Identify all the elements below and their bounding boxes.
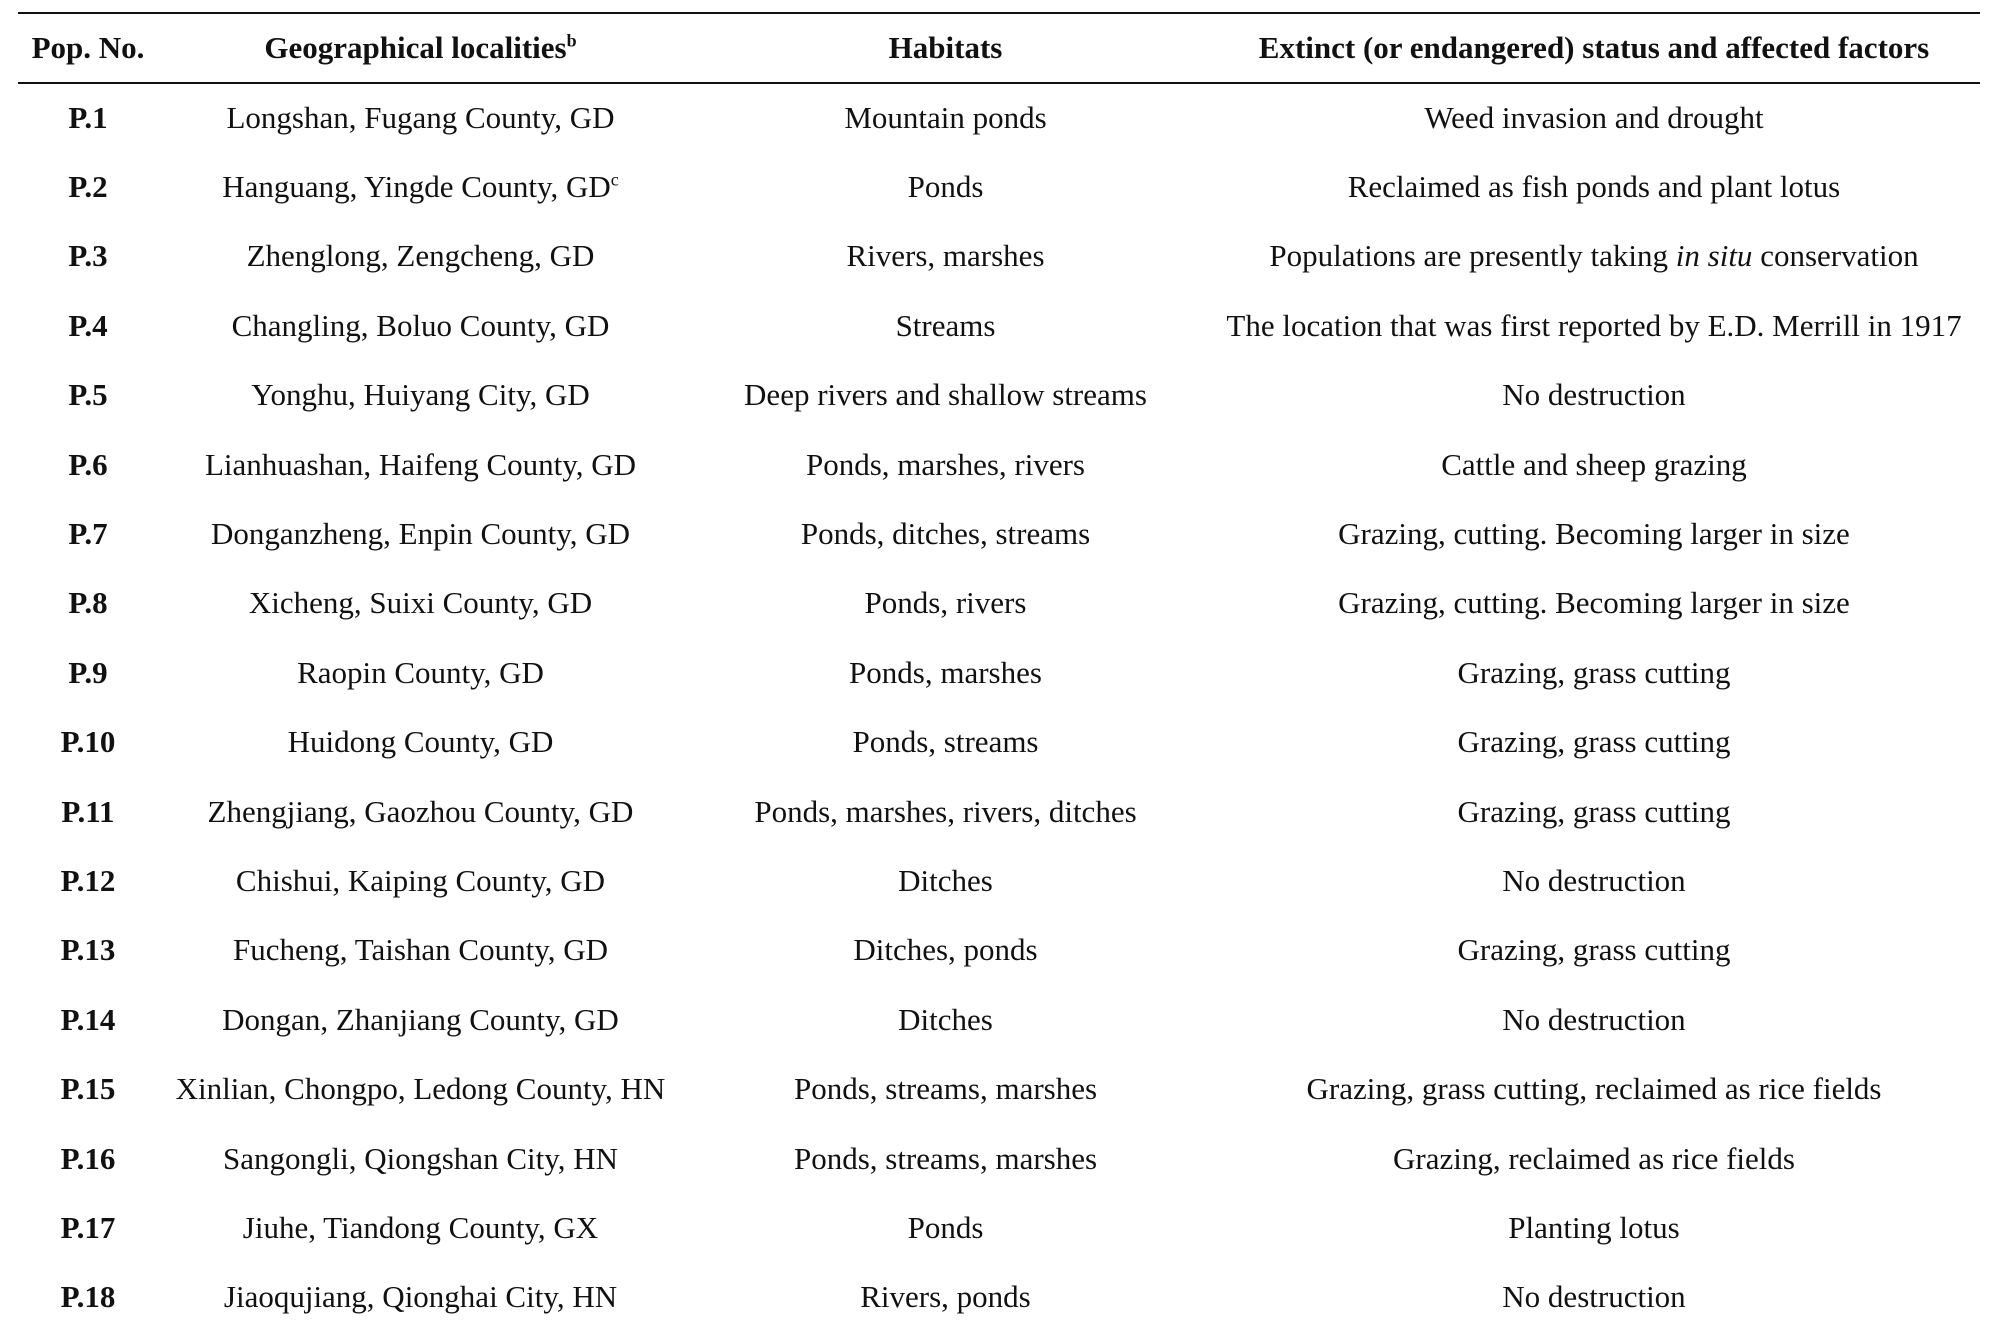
locality-footnote: c xyxy=(610,169,619,190)
locality-text: Zhengjiang, Gaozhou County, GD xyxy=(207,793,634,829)
locality-text: Zhenglong, Zengcheng, GD xyxy=(246,238,595,274)
cell-status: Planting lotus xyxy=(1508,1209,1680,1245)
cell-status: Cattle and sheep grazing xyxy=(1441,446,1747,482)
cell-locality xyxy=(158,430,683,499)
locality-text: Longshan, Fugang County, GD xyxy=(226,100,615,136)
table-row xyxy=(18,222,1980,291)
table-row xyxy=(18,708,1980,777)
table-row xyxy=(18,430,1980,499)
cell-status: Reclaimed as fish ponds and plant lotus xyxy=(1347,169,1841,205)
locality-text: Xicheng, Suixi County, GD xyxy=(248,585,593,621)
table-row xyxy=(18,1124,1980,1193)
locality-text: Donganzheng, Enpin County, GD xyxy=(210,516,630,552)
cell-status: Grazing, reclaimed as rice fields xyxy=(1393,1140,1795,1176)
status-text-before: Populations are presently taking xyxy=(1269,238,1676,274)
cell-locality xyxy=(158,1124,683,1193)
table-row xyxy=(18,152,1980,221)
cell-status: No destruction xyxy=(1502,1279,1686,1315)
cell-pop-no: P.18 xyxy=(60,1279,116,1315)
locality-text: Chishui, Kaiping County, GD xyxy=(235,862,606,898)
cell-locality xyxy=(158,777,683,846)
table-row xyxy=(18,361,1980,430)
cell-pop-no: P.17 xyxy=(60,1209,116,1245)
cell-locality xyxy=(158,708,683,777)
cell-status: No destruction xyxy=(1502,377,1686,413)
locality-text: Raopin County, GD xyxy=(297,654,544,690)
table-row xyxy=(18,1054,1980,1123)
header-localities-label: Geographical localities xyxy=(264,30,567,65)
cell-locality xyxy=(158,291,683,360)
cell-habitat: Deep rivers and shallow streams xyxy=(744,377,1147,413)
cell-pop-no: P.15 xyxy=(60,1071,116,1107)
cell-locality xyxy=(158,916,683,985)
cell-pop-no: P.5 xyxy=(68,377,108,413)
cell-habitat: Streams xyxy=(895,307,996,343)
cell-habitat: Ponds, streams, marshes xyxy=(793,1071,1098,1107)
cell-habitat: Mountain ponds xyxy=(844,100,1047,136)
cell-pop-no: P.6 xyxy=(68,446,108,482)
population-table-container xyxy=(18,12,1980,1332)
locality-text: Sangongli, Qiongshan City, HN xyxy=(223,1140,618,1176)
cell-locality xyxy=(158,83,683,152)
cell-pop-no: P.16 xyxy=(60,1140,116,1176)
cell-pop-no: P.11 xyxy=(61,793,115,829)
table-header xyxy=(18,13,1980,83)
cell-status: Grazing, grass cutting, reclaimed as rice fields xyxy=(1306,1071,1882,1107)
cell-pop-no: P.14 xyxy=(60,1001,116,1037)
cell-locality xyxy=(158,1263,683,1332)
locality-text: Hanguang, Yingde County, GD xyxy=(222,169,611,205)
table-row xyxy=(18,569,1980,638)
population-table xyxy=(18,12,1980,1332)
cell-habitat: Ponds, streams, marshes xyxy=(793,1140,1098,1176)
cell-locality xyxy=(158,152,683,221)
cell-habitat: Ponds xyxy=(907,169,984,205)
table-row xyxy=(18,291,1980,360)
cell-locality xyxy=(158,222,683,291)
cell-habitat: Ponds, marshes, rivers xyxy=(806,446,1085,482)
cell-status: Grazing, grass cutting xyxy=(1457,932,1731,968)
cell-pop-no: P.9 xyxy=(68,654,108,690)
table-row xyxy=(18,916,1980,985)
cell-habitat: Rivers, marshes xyxy=(846,238,1045,274)
header-localities xyxy=(158,13,683,83)
cell-habitat: Ponds, streams xyxy=(852,724,1039,760)
table-row xyxy=(18,83,1980,152)
cell-status: Grazing, grass cutting xyxy=(1457,793,1731,829)
table-row xyxy=(18,846,1980,915)
table-row xyxy=(18,777,1980,846)
cell-habitat: Ditches, ponds xyxy=(853,932,1038,968)
cell-status: Grazing, grass cutting xyxy=(1457,724,1731,760)
cell-pop-no: P.12 xyxy=(60,862,116,898)
locality-text: Fucheng, Taishan County, GD xyxy=(233,932,608,968)
cell-pop-no: P.10 xyxy=(60,724,116,760)
cell-pop-no: P.2 xyxy=(68,169,108,205)
cell-status: Weed invasion and drought xyxy=(1424,100,1764,136)
header-row xyxy=(18,13,1980,83)
table-row xyxy=(18,499,1980,568)
cell-locality xyxy=(158,846,683,915)
cell-habitat: Rivers, ponds xyxy=(860,1279,1031,1315)
table-row xyxy=(18,1263,1980,1332)
header-pop-no: Pop. No. xyxy=(18,13,158,83)
header-status: Extinct (or endangered) status and affected factors xyxy=(1208,13,1980,83)
cell-locality xyxy=(158,499,683,568)
cell-habitat: Ponds, marshes, rivers, ditches xyxy=(754,793,1137,829)
locality-text: Changling, Boluo County, GD xyxy=(231,307,610,343)
cell-locality xyxy=(158,1193,683,1262)
header-habitats: Habitats xyxy=(683,13,1208,83)
cell-locality xyxy=(158,569,683,638)
cell-status xyxy=(1208,222,1980,291)
locality-text: Yonghu, Huiyang City, GD xyxy=(251,377,590,413)
table-body xyxy=(18,83,1980,1332)
cell-locality xyxy=(158,638,683,707)
cell-pop-no: P.4 xyxy=(68,307,108,343)
cell-status: Grazing, cutting. Becoming larger in size xyxy=(1338,516,1850,552)
cell-habitat: Ponds, ditches, streams xyxy=(800,516,1091,552)
header-localities-footnote: b xyxy=(566,30,577,51)
cell-habitat: Ponds xyxy=(907,1209,984,1245)
cell-locality xyxy=(158,361,683,430)
cell-pop-no: P.3 xyxy=(68,238,108,274)
cell-habitat: Ditches xyxy=(898,862,993,898)
cell-pop-no: P.7 xyxy=(68,516,108,552)
cell-habitat: Ditches xyxy=(898,1001,993,1037)
cell-habitat: Ponds, marshes xyxy=(849,654,1042,690)
cell-status: The location that was first reported by E.D. Merrill in 1917 xyxy=(1226,307,1962,343)
table-row xyxy=(18,985,1980,1054)
cell-status: No destruction xyxy=(1502,1001,1686,1037)
locality-text: Jiuhe, Tiandong County, GX xyxy=(242,1209,599,1245)
cell-pop-no: P.13 xyxy=(60,932,116,968)
table-row xyxy=(18,638,1980,707)
cell-pop-no: P.8 xyxy=(68,585,108,621)
cell-locality xyxy=(158,985,683,1054)
locality-text: Xinlian, Chongpo, Ledong County, HN xyxy=(175,1071,666,1107)
cell-status: Grazing, grass cutting xyxy=(1457,654,1731,690)
status-text-after: conservation xyxy=(1752,238,1919,274)
locality-text: Huidong County, GD xyxy=(287,724,554,760)
table-row xyxy=(18,1193,1980,1262)
locality-text: Lianhuashan, Haifeng County, GD xyxy=(204,446,637,482)
cell-status: No destruction xyxy=(1502,862,1686,898)
cell-pop-no: P.1 xyxy=(68,100,108,136)
cell-status: Grazing, cutting. Becoming larger in size xyxy=(1338,585,1850,621)
locality-text: Jiaoqujiang, Qionghai City, HN xyxy=(223,1279,618,1315)
status-text-italic: in situ xyxy=(1675,238,1753,274)
cell-habitat: Ponds, rivers xyxy=(864,585,1027,621)
cell-locality xyxy=(158,1054,683,1123)
locality-text: Dongan, Zhanjiang County, GD xyxy=(222,1001,619,1037)
